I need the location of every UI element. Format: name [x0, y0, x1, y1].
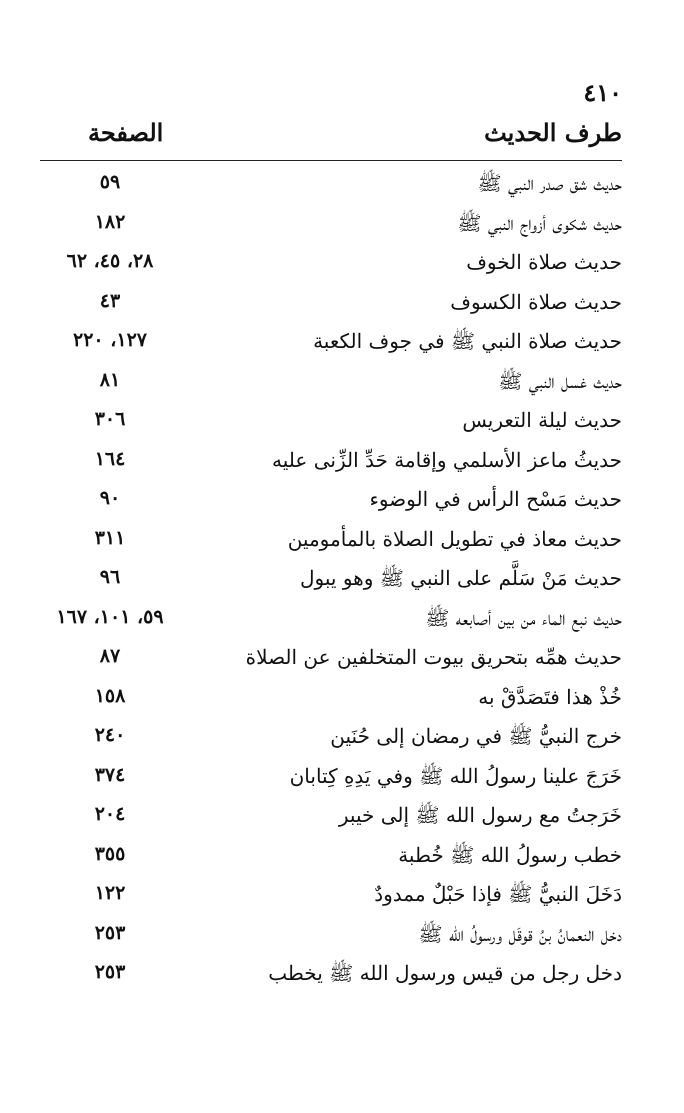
page-refs: ٣٥٥ — [94, 842, 126, 865]
page-refs: ١٦٤ — [94, 447, 126, 470]
index-row — [40, 600, 622, 640]
page-refs: ٣١١ — [94, 526, 126, 549]
page-refs: ٥٩، ١٠١، ١٦٧ — [56, 605, 164, 628]
index-row — [40, 916, 622, 956]
index-row — [40, 165, 622, 205]
hadith-text: حديث معاذ في تطويل الصلاة بالمأمومين — [287, 526, 622, 551]
index-row — [40, 718, 622, 758]
index-row — [40, 442, 622, 482]
hadith-text: حديث غسل النبي ﷺ — [498, 368, 622, 393]
page-refs: ١٢٢ — [94, 882, 126, 904]
hadith-text: خطب رسولُ الله ﷺ خُطبة — [398, 842, 622, 867]
page-refs: ٨١ — [99, 368, 121, 391]
hadith-text: حديث شق صدر النبي ﷺ — [477, 171, 622, 195]
hadith-text: حديث شكوى أزواج النبي ﷺ — [457, 210, 622, 235]
hadith-text: خَرَجَ علينا رسولُ الله ﷺ وفي يَدِهِ كِتابان — [289, 763, 622, 788]
page-refs: ٩٠ — [99, 487, 121, 509]
page-refs: ٨٧ — [99, 645, 121, 667]
hadith-text: خرج النبيُّ ﷺ في رمضان إلى حُنَين — [330, 724, 622, 748]
index-row — [40, 205, 622, 245]
index-row — [40, 402, 622, 442]
page-refs: ٢٠٤ — [94, 803, 126, 825]
hadith-text: حديث مَسْح الرأس في الوضوء — [369, 487, 622, 511]
index-row — [40, 639, 622, 679]
index-row — [40, 521, 622, 561]
index-row — [40, 481, 622, 521]
hadith-text: دخل النعمانُ بنُ قوقَل ورسولُ الله ﷺ — [418, 921, 622, 946]
page-refs: ٢٨، ٤٥، ٦٢ — [66, 250, 154, 272]
page-refs: ٩٦ — [99, 566, 121, 588]
column-title-page: الصفحة — [88, 118, 164, 147]
page-number: ٤١٠ — [583, 78, 622, 107]
hadith-text: حديث نبع الماء من بين أصابعه ﷺ — [425, 605, 622, 630]
index-row — [40, 876, 622, 916]
index-row — [40, 797, 622, 837]
page-refs: ٢٥٣ — [94, 921, 126, 944]
hadith-text: حديث همِّه بتحريق بيوت المتخلفين عن الصلاة — [245, 645, 622, 669]
page-refs: ٣٠٦ — [94, 408, 126, 430]
page-refs: ١٥٨ — [94, 684, 126, 707]
page-refs: ٢٤٠ — [94, 724, 126, 746]
hadith-text: خُذْ هذا فتَصَدَّقْ به — [478, 684, 622, 709]
index-row — [40, 837, 622, 877]
page-refs: ٣٧٤ — [94, 763, 126, 786]
hadith-text: حديث صلاة الخوف — [466, 250, 622, 274]
index-row — [40, 323, 622, 363]
column-title-hadith: طرف الحديث — [484, 118, 622, 147]
index-row — [40, 363, 622, 403]
index-row — [40, 758, 622, 798]
hadith-text: حديث مَنْ سَلَّم على النبي ﷺ وهو يبول — [300, 566, 622, 590]
page-refs: ١٨٢ — [94, 210, 126, 233]
page-refs: ٢٥٣ — [94, 961, 126, 983]
page-refs: ١٢٧، ٢٢٠ — [73, 329, 147, 351]
hadith-text: حديثُ ماعز الأسلمي وإقامة حَدِّ الزِّنى عليه — [272, 447, 622, 472]
hadith-text: دَخَلَ النبيُّ ﷺ فإذا حَبْلٌ ممدودٌ — [374, 882, 622, 906]
hadith-text: حديث صلاة الكسوف — [450, 289, 622, 314]
index-list — [40, 165, 622, 995]
index-row — [40, 679, 622, 719]
index-row — [40, 244, 622, 284]
index-header — [40, 118, 622, 158]
header-divider — [40, 160, 622, 161]
index-row — [40, 560, 622, 600]
page-refs: ٥٩ — [99, 171, 121, 193]
hadith-text: حديث ليلة التعريس — [462, 408, 622, 432]
index-row — [40, 955, 622, 995]
hadith-text: دخل رجل من قيس ورسول الله ﷺ يخطب — [268, 961, 622, 985]
index-row — [40, 284, 622, 324]
page-refs: ٤٣ — [99, 289, 121, 312]
hadith-text: خَرَجتُ مع رسول الله ﷺ إلى خيبر — [338, 803, 622, 827]
hadith-text: حديث صلاة النبي ﷺ في جوف الكعبة — [313, 329, 622, 353]
